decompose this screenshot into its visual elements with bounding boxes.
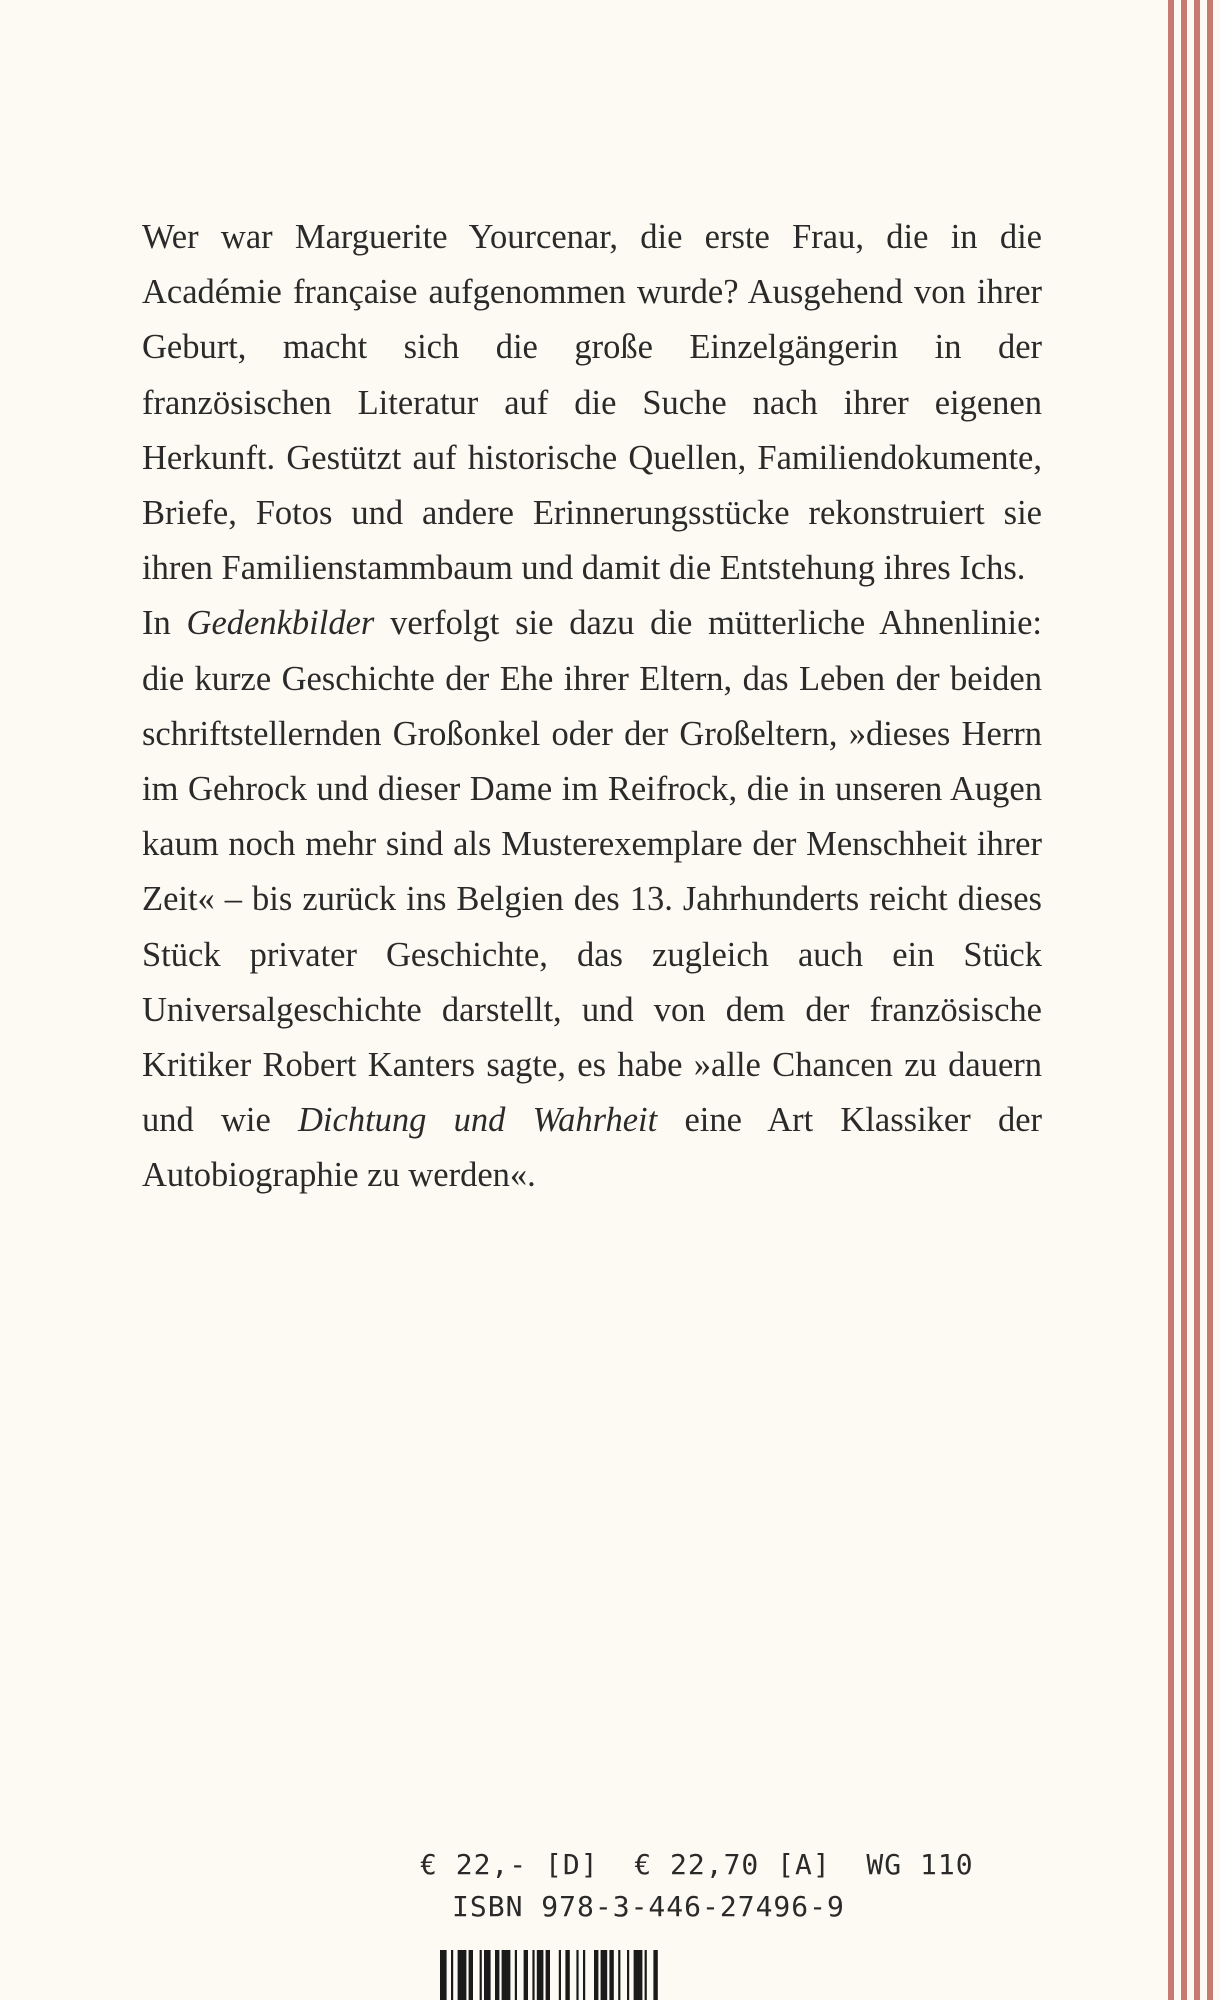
- barcode-bar: [495, 1950, 499, 2000]
- barcode-bar: [537, 1950, 544, 2000]
- barcode-bar: [627, 1950, 629, 2000]
- barcode-bar: [601, 1950, 608, 2000]
- barcode-bar: [524, 1950, 528, 2000]
- barcode-bar: [618, 1950, 620, 2000]
- decorative-stripes: [1168, 0, 1220, 2000]
- blurb-p2-body: verfolgt sie dazu die mütterliche Ahnenlinie: die kurze Geschichte der Ehe ihrer Eltern, das Leben der beiden schriftstellernden Großonkel oder der Großeltern, »dieses Herrn im Gehrock und dieser Dame im Reifrock, die in unseren Augen kaum noch mehr sind als Musterexemplare der Menschheit ihrer Zeit« – bis zurück ins Belgien des 13. Jahrhunderts reicht dieses Stück privater Geschichte, das zugleich auch ein Stück Universalgeschichte darstellt, und von dem der französische Kritiker Robert Kanters sagte, es habe »alle Chancen zu dauern und wie: [142, 604, 1042, 1140]
- barcode-bar: [480, 1950, 482, 2000]
- barcode-bar: [583, 1950, 585, 2000]
- blurb-text: [142, 210, 1042, 1204]
- work-title-dichtung-und-wahrheit: Dichtung und Wahrheit: [298, 1101, 658, 1140]
- barcode-bar: [594, 1950, 598, 2000]
- barcode-bar: [458, 1950, 467, 2000]
- blurb-p2-intro: In: [142, 604, 187, 643]
- barcode-bar: [532, 1950, 534, 2000]
- barcode-bar: [484, 1950, 491, 2000]
- barcode-bar: [565, 1950, 569, 2000]
- barcode: [440, 1950, 760, 2000]
- barcode-bar: [515, 1950, 517, 2000]
- barcode-bar: [469, 1950, 473, 2000]
- price-line: € 22,- [D] € 22,70 [A] WG 110: [420, 1848, 974, 1881]
- barcode-bar: [576, 1950, 578, 2000]
- blurb-paragraph-2: [142, 596, 1042, 1203]
- barcode-bar: [634, 1950, 643, 2000]
- barcode-bar: [440, 1950, 447, 2000]
- blurb-p2-end: eine Art Klassiker der Autobiographie zu werden«.: [142, 1101, 1042, 1195]
- barcode-bar: [653, 1950, 657, 2000]
- barcode-bar: [546, 1950, 550, 2000]
- barcode-bar: [451, 1950, 453, 2000]
- barcode-bar: [609, 1950, 613, 2000]
- barcode-bar: [502, 1950, 511, 2000]
- book-title-gedenkbilder: Gedenkbilder: [186, 604, 375, 643]
- barcode-bar: [645, 1950, 647, 2000]
- barcode-bar: [559, 1950, 561, 2000]
- blurb-paragraph-1: Wer war Marguerite Yourcenar, die erste Frau, die in die Académie française aufgenommen wurde? Ausgehend von ihrer Geburt, macht sich die große Einzelgängerin in der französischen Literatur auf die Suche nach ihrer eigenen Herkunft. Gestützt auf historische Quellen, Familiendokumente, Briefe, Fotos und andere Erinnerungsstücke rekonstruiert sie ihren Familienstammbaum und damit die Entstehung ihres Ichs.: [142, 218, 1042, 588]
- isbn-line: ISBN 978-3-446-27496-9: [452, 1890, 845, 1923]
